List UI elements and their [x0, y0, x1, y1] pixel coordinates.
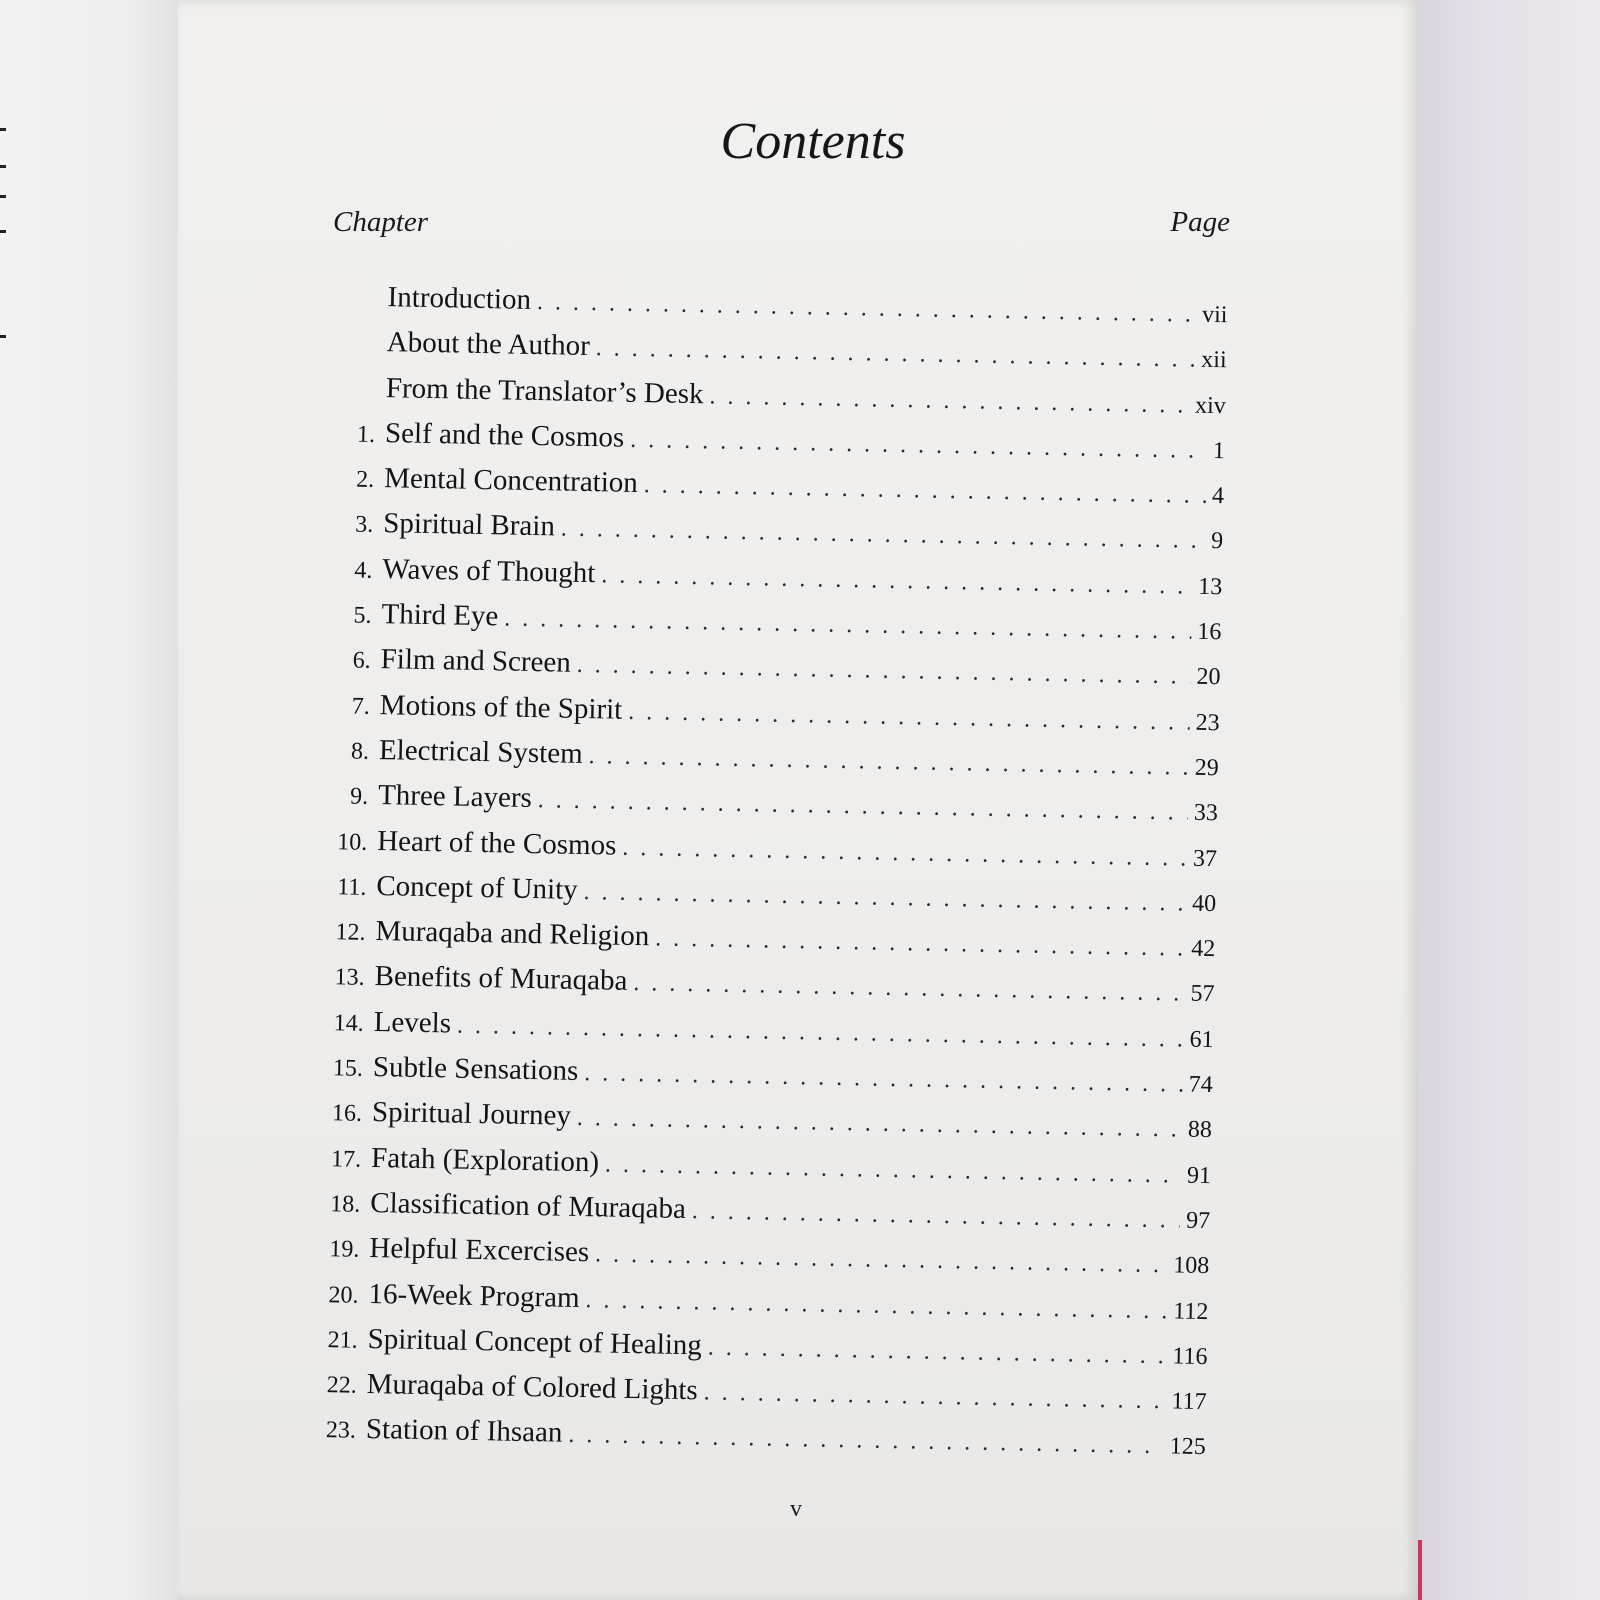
- toc-chapter-number: 17.: [330, 1145, 362, 1173]
- page-column-header: Page: [1170, 206, 1230, 238]
- toc-leader-dots: [633, 970, 1185, 1008]
- toc-chapter-number: 20.: [328, 1281, 359, 1309]
- toc-leader-dots: [577, 1105, 1182, 1144]
- toc-leader-dots: [622, 834, 1187, 872]
- toc-chapter-title: 16-Week Program: [368, 1277, 580, 1314]
- toc-chapter-title: Classification of Muraqaba: [369, 1186, 687, 1225]
- table-of-contents: [305, 280, 1227, 1475]
- toc-chapter-number: 15.: [332, 1055, 364, 1082]
- toc-chapter-number: 8.: [350, 738, 370, 765]
- toc-chapter-number: 23.: [325, 1417, 357, 1445]
- page-title: Contents: [720, 113, 906, 170]
- toc-leader-dots: [708, 1334, 1167, 1370]
- toc-page-number: 23: [1195, 709, 1220, 736]
- toc-chapter-number: 5.: [353, 602, 372, 629]
- toc-chapter-number: 12.: [335, 919, 366, 946]
- toc-chapter-number: 4.: [354, 557, 373, 584]
- toc-chapter-number: 9.: [349, 783, 369, 811]
- toc-leader-dots: [504, 606, 1192, 646]
- toc-page-number: 37: [1192, 845, 1218, 872]
- toc-chapter-number: 11.: [336, 874, 367, 901]
- toc-leader-dots: [537, 289, 1197, 329]
- toc-chapter-title: Spiritual Journey: [371, 1096, 572, 1133]
- toc-page-number: 40: [1191, 890, 1217, 918]
- toc-leader-dots: [692, 1198, 1181, 1234]
- toc-leader-dots: [457, 1012, 1184, 1053]
- toc-chapter-title: Heart of the Cosmos: [376, 824, 617, 862]
- toc-leader-dots: [703, 1380, 1165, 1416]
- toc-chapter-title: Muraqaba and Religion: [375, 915, 650, 953]
- toc-page-number: 13: [1198, 573, 1223, 601]
- toc-leader-dots: [576, 652, 1190, 691]
- toc-chapter-number: 21.: [327, 1327, 358, 1354]
- toc-chapter-title: Spiritual Concept of Healing: [367, 1322, 703, 1362]
- toc-page-number: 4: [1211, 483, 1225, 510]
- toc-page-number: 33: [1193, 799, 1219, 827]
- page-edge-mark: [0, 165, 6, 168]
- toc-leader-dots: [583, 879, 1186, 918]
- toc-leader-dots: [568, 1422, 1164, 1460]
- toc-leader-dots: [628, 699, 1190, 737]
- toc-chapter-number: 2.: [355, 466, 375, 494]
- toc-leader-dots: [538, 787, 1189, 826]
- toc-chapter-title: Subtle Sensations: [372, 1051, 579, 1087]
- page-edge-mark: [0, 230, 6, 233]
- toc-leader-dots: [585, 1287, 1167, 1325]
- toc-leader-dots: [584, 1060, 1183, 1098]
- toc-chapter-title: Benefits of Muraqaba: [374, 960, 628, 998]
- toc-chapter-title: Helpful Excercises: [369, 1232, 590, 1269]
- toc-chapter-title: Muraqaba of Colored Lights: [366, 1368, 699, 1407]
- toc-chapter-number: 18.: [330, 1191, 361, 1218]
- toc-page-number: 57: [1190, 981, 1215, 1008]
- toc-chapter-title: Spiritual Brain: [383, 507, 556, 543]
- page-edge-mark: [0, 128, 6, 131]
- chapter-column-header: Chapter: [333, 206, 429, 238]
- toc-chapter-number: [326, 396, 386, 397]
- toc-chapter-title: About the Author: [386, 326, 591, 363]
- toc-leader-dots: [595, 1242, 1168, 1280]
- toc-chapter-title: Self and the Cosmos: [384, 417, 625, 454]
- toc-leader-dots: [644, 472, 1207, 510]
- toc-page-number: 61: [1189, 1026, 1214, 1053]
- toc-page-number: 29: [1194, 754, 1220, 782]
- toc-chapter-title: Fatah (Exploration): [370, 1141, 600, 1179]
- toc-chapter-title: Film and Screen: [380, 643, 572, 680]
- toc-page-number: 116: [1172, 1343, 1208, 1370]
- background-fabric: [1410, 0, 1600, 1600]
- toc-chapter-number: 22.: [326, 1372, 358, 1399]
- page-folio-number: v: [790, 1496, 802, 1522]
- toc-page-number: 16: [1197, 618, 1222, 646]
- toc-page-number: 125: [1169, 1433, 1206, 1461]
- toc-chapter-number: 16.: [331, 1100, 363, 1128]
- toc-chapter-title: Mental Concentration: [383, 462, 639, 500]
- toc-chapter-number: 7.: [351, 693, 371, 720]
- toc-chapter-title: Levels: [373, 1005, 452, 1040]
- facing-left-page: [0, 0, 178, 1600]
- toc-page-number: vii: [1201, 301, 1228, 329]
- toc-chapter-title: Three Layers: [377, 779, 533, 815]
- toc-chapter-title: Motions of the Spirit: [379, 688, 623, 726]
- toc-page-number: 88: [1187, 1117, 1213, 1144]
- toc-page-number: 42: [1191, 935, 1216, 963]
- page-edge-mark: [0, 335, 6, 338]
- toc-page-number: 117: [1171, 1388, 1207, 1416]
- toc-chapter-title: From the Translator’s Desk: [385, 371, 704, 410]
- toc-page-number: 74: [1188, 1071, 1213, 1099]
- toc-leader-dots: [595, 335, 1195, 374]
- toc-chapter-number: 6.: [352, 647, 371, 675]
- toc-chapter-title: Electrical System: [378, 734, 584, 770]
- toc-leader-dots: [709, 383, 1189, 419]
- contents-page: [178, 0, 1418, 1600]
- toc-page-number: xiv: [1194, 392, 1226, 419]
- toc-chapter-title: Introduction: [387, 281, 532, 316]
- toc-chapter-title: Concept of Unity: [376, 869, 579, 906]
- toc-leader-dots: [561, 516, 1206, 555]
- toc-page-number: 97: [1185, 1207, 1211, 1235]
- toc-leader-dots: [655, 926, 1186, 963]
- toc-chapter-title: Waves of Thought: [382, 552, 596, 589]
- toc-chapter-number: 13.: [334, 964, 365, 992]
- toc-chapter-number: 10.: [336, 828, 368, 856]
- page-edge-mark: [0, 195, 6, 198]
- toc-page-number: 91: [1186, 1162, 1212, 1189]
- toc-chapter-number: [327, 350, 387, 351]
- toc-chapter-number: [328, 305, 388, 306]
- toc-chapter-title: Third Eye: [381, 598, 499, 633]
- toc-chapter-number: 19.: [329, 1236, 360, 1264]
- toc-page-number: 1: [1212, 437, 1226, 465]
- toc-leader-dots: [588, 743, 1189, 782]
- toc-page-number: 9: [1210, 528, 1224, 555]
- toc-page-number: 20: [1196, 664, 1221, 691]
- toc-page-number: xii: [1201, 347, 1227, 374]
- toc-leader-dots: [601, 562, 1192, 600]
- toc-page-number: 112: [1173, 1297, 1209, 1325]
- toc-chapter-number: 1.: [356, 421, 376, 448]
- toc-chapter-title: Station of Ihsaan: [365, 1413, 563, 1450]
- toc-page-number: 108: [1172, 1252, 1210, 1280]
- toc-leader-dots: [630, 427, 1207, 465]
- toc-chapter-number: 3.: [355, 512, 374, 539]
- toc-chapter-number: 14.: [333, 1009, 364, 1037]
- toc-leader-dots: [605, 1151, 1181, 1189]
